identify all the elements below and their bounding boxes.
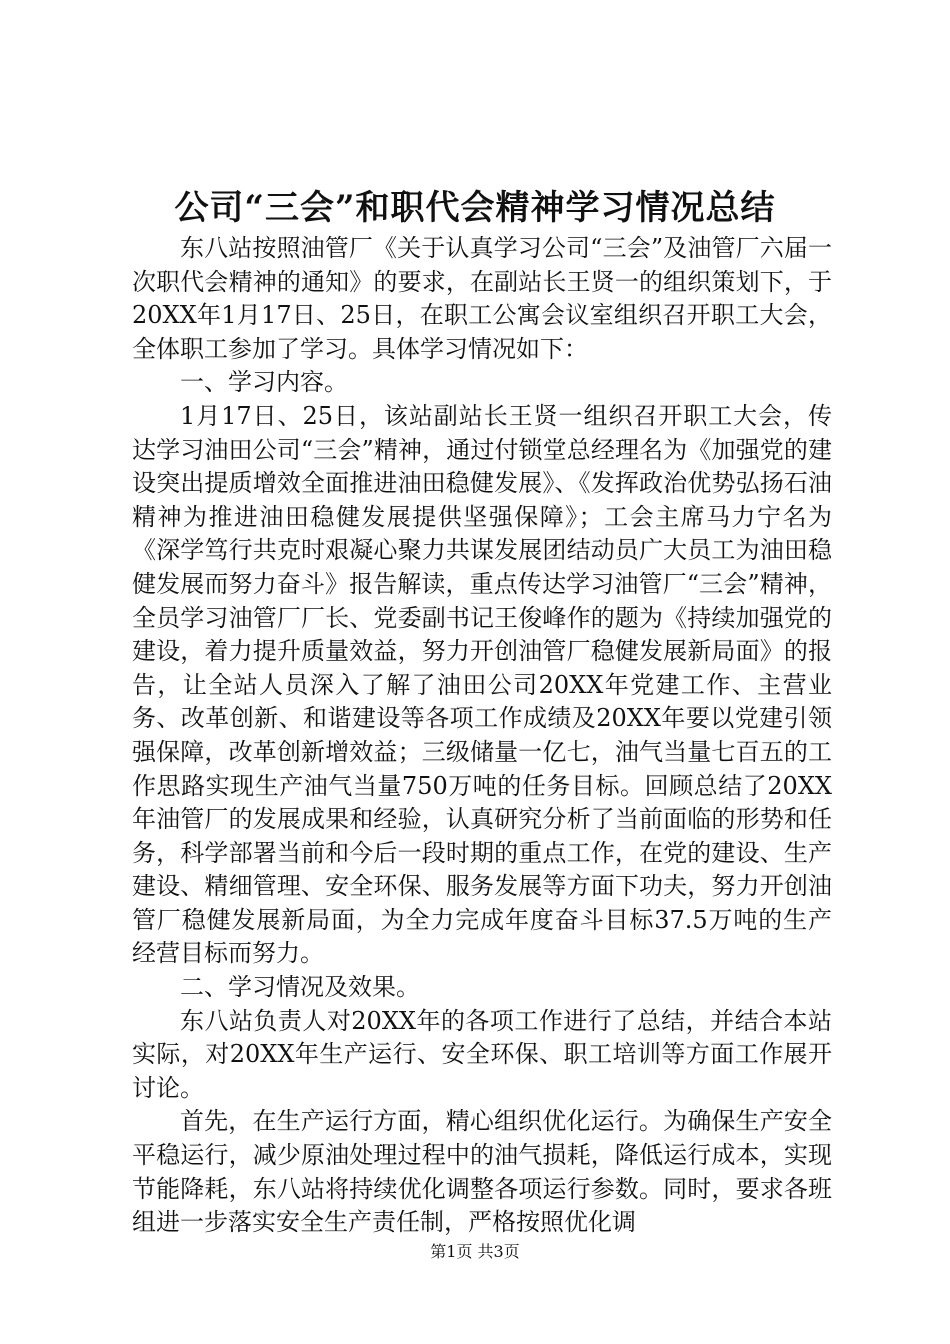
section-heading-study-results: 二、学习情况及效果。	[180, 973, 420, 1002]
paragraph-study-content: 1月17日、25日，该站副站长王贤一组织召开职工大会，传达学习油田公司“三会”精神，通过付锁堂总经理名为《加强党的建设突出提质增效全面推进油田稳健发展》、《发挥政治优势弘扬石油精神为推进油田稳健发展提供坚强保障》；工会主席马力宁名为《深学笃行共克时艰凝心聚力共谋发展团结动员广大员工为油田稳健发展而努力奋斗》报告解读，重点传达学习油管厂“三会”精神，全员学习油管厂厂长、党委副书记王俊峰作的题为《持续加强党的建设，着力提升质量效益，努力开创油管厂稳健发展新局面》的报告，让全站人员深入了解了油田公司20XX年党建工作、主营业务、改革创新、和谐建设等各项工作成绩及20XX年要以党建引领强保障，改革创新增效益；三级储量一亿七，油气当量七百五的工作思路实现生产油气当量750万吨的任务目标。回顾总结了20XX年油管厂的发展成果和经验，认真研究分析了当前面临的形势和任务，科学部署当前和今后一段时期的重点工作，在党的建设、生产建设、精细管理、安全环保、服务发展等方面下功夫，努力开创油管厂稳健发展新局面，为全力完成年度奋斗目标37.5万吨的生产经营目标而努力。	[132, 401, 832, 968]
document-title: 公司“三会”和职代会精神学习情况总结	[174, 188, 776, 228]
page-footer: 第1页 共3页	[430, 1242, 520, 1261]
paragraph-summary-discussion: 东八站负责人对20XX年的各项工作进行了总结，并结合本站实际，对20XX年生产运行、安全环保、职工培训等方面工作展开讨论。	[132, 1006, 832, 1102]
paragraph-intro: 东八站按照油管厂《关于认真学习公司“三会”及油管厂六届一次职代会精神的通知》的要求，在副站长王贤一的组织策划下，于20XX年1月17日、25日，在职工公寓会议室组织召开职工大会，全体职工参加了学习。具体学习情况如下：	[132, 234, 832, 363]
paragraph-production-operation: 首先，在生产运行方面，精心组织优化运行。为确保生产安全平稳运行，减少原油处理过程中的油气损耗，降低运行成本，实现节能降耗，东八站将持续优化调整各项运行参数。同时，要求各班组进一步落实安全生产责任制，严格按照优化调	[132, 1107, 832, 1237]
section-heading-study-content: 一、学习内容。	[180, 368, 348, 397]
document-body	[132, 232, 832, 1240]
